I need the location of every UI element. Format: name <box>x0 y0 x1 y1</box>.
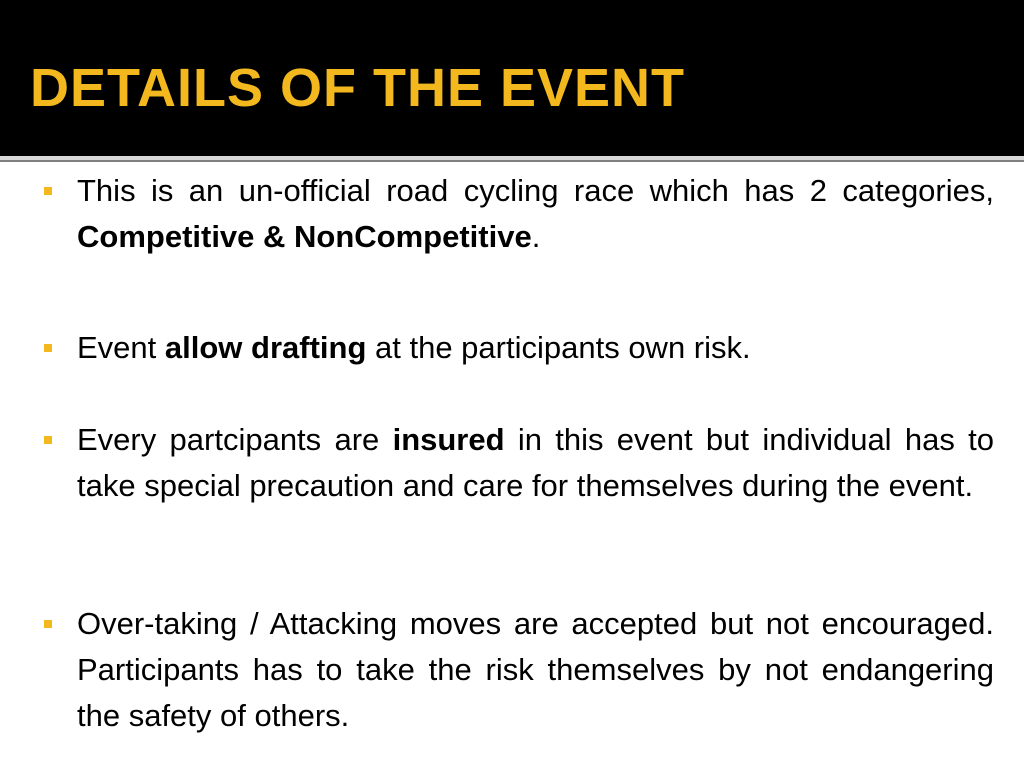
square-bullet-icon <box>44 620 52 628</box>
square-bullet-icon <box>44 187 52 195</box>
square-bullet-icon <box>44 436 52 444</box>
bullet-text-plain: . <box>531 219 541 254</box>
slide-title: DETAILS OF THE EVENT <box>30 58 686 118</box>
bullet-text-plain: in this event but individual has to take special precaution and care for themselves during the event. <box>77 422 994 503</box>
title-bar <box>0 0 1024 156</box>
slide-body <box>0 162 1024 768</box>
bullet-text: Over-taking / Attacking moves are accepted but not encouraged. Participants has to take the risk themselves by not endangering the safety of others. <box>77 606 994 733</box>
bullet-text-bold: Competitive & NonCompetitive <box>77 219 532 254</box>
bullet-text-plain: Every partcipants are <box>77 422 393 457</box>
bullet-text-plain: This is an un-official road cycling race which has 2 categories, <box>77 173 994 208</box>
square-bullet-icon <box>44 344 52 352</box>
bullet-text <box>77 417 994 509</box>
bullet-text <box>77 325 994 371</box>
bullet-text-bold: insured <box>392 422 505 457</box>
bullet-text-plain: Event <box>77 330 165 365</box>
bullet-text <box>77 168 994 260</box>
bullet-text-bold: allow drafting <box>164 330 367 365</box>
bullet-text-plain: at the participants own risk. <box>366 330 751 365</box>
